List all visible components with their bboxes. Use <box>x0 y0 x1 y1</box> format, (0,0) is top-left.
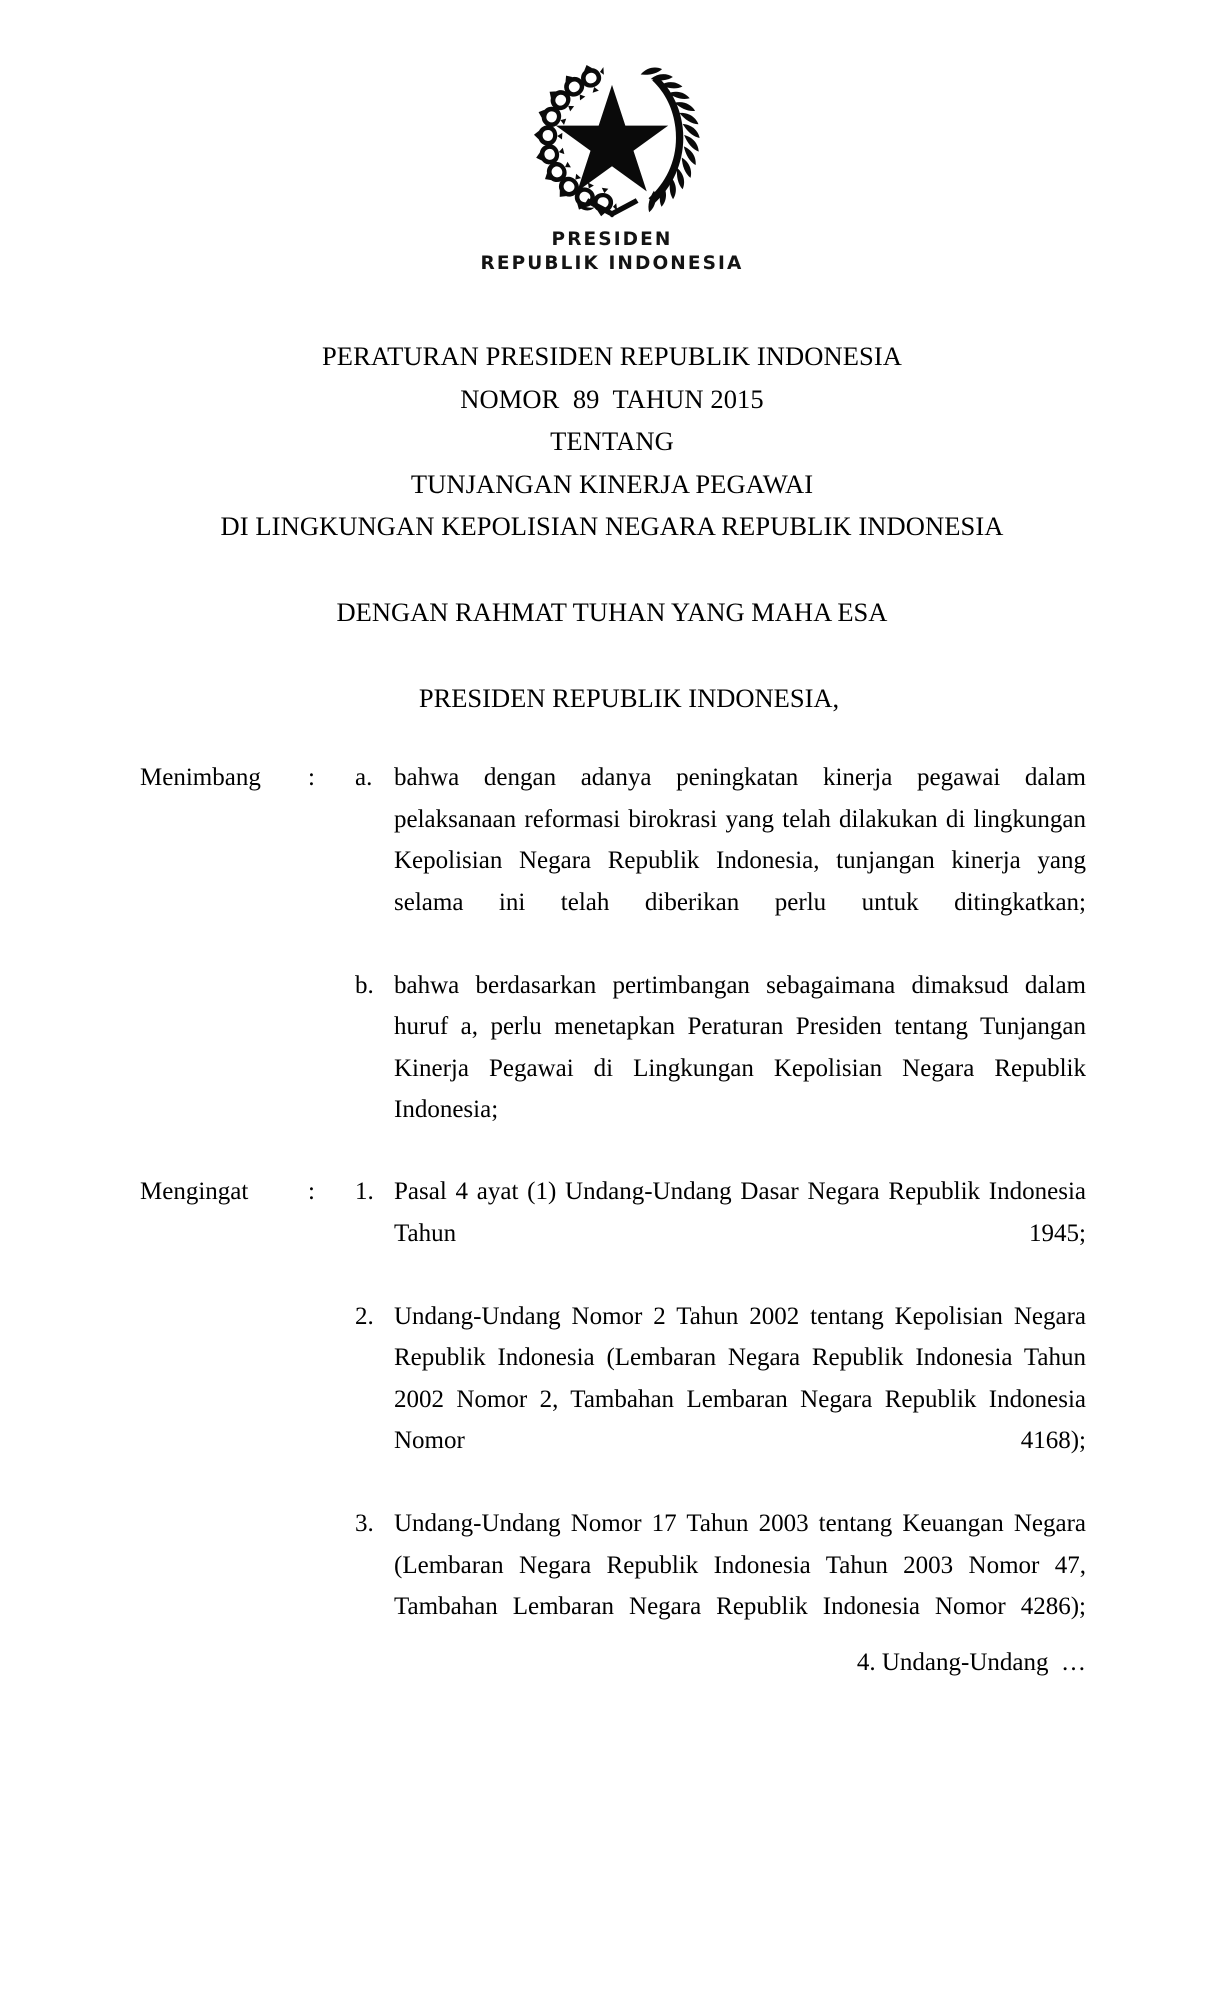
emblem-caption-line-1: PRESIDEN <box>551 229 673 250</box>
clause-row <box>140 1171 1086 1669</box>
title-line-number-year: NOMOR 89 TAHUN 2015 <box>460 383 764 414</box>
section-label-mengingat: Mengingat <box>140 1178 249 1205</box>
title-line-subject: TUNJANGAN KINERJA PEGAWAI <box>410 468 814 499</box>
emblem-caption-line-2: REPUBLIK INDONESIA <box>480 253 744 275</box>
section-colon-mengingat: : <box>308 1178 315 1205</box>
clause-item <box>355 1171 1086 1296</box>
presidential-emblem-block <box>0 52 1224 277</box>
clause-marker: 1. <box>355 1178 374 1205</box>
clause-text: Undang-Undang Nomor 17 Tahun 2003 tentang Keuangan Negara (Lembaran Negara Republik Indonesia Tahun 2003 Nomor 47, Tambahan Lembaran Negara Republik Indonesia Nomor 4286); <box>394 1510 1086 1620</box>
clause-marker: 3. <box>355 1510 374 1537</box>
invocation-line: DENGAN RAHMAT TUHAN YANG MAHA ESA <box>336 597 888 627</box>
section-colon-menimbang: : <box>308 764 315 791</box>
indonesian-presidential-seal-icon <box>519 52 705 222</box>
title-line-tentang: TENTANG <box>550 426 674 456</box>
clause-text: Undang-Undang Nomor 2 Tahun 2002 tentang Kepolisian Negara Republik Indonesia (Lembaran Negara Republik Indonesia Tahun 2002 Nomor 2, Tambahan Lembaran Negara Republik Indonesia Nomor 4168); <box>394 1302 1086 1454</box>
emblem-caption <box>0 228 1224 277</box>
title-line-scope: DI LINGKUNGAN KEPOLISIAN NEGARA REPUBLIK INDONESIA <box>220 511 1004 541</box>
clause-item <box>355 965 1086 1173</box>
page-title <box>0 335 1224 548</box>
clause-text: Pasal 4 ayat (1) Undang-Undang Dasar Negara Republik Indonesia Tahun 1945; <box>394 1178 1086 1247</box>
clause-item <box>355 757 1086 965</box>
clause-row <box>140 757 1086 1172</box>
clause-text: bahwa berdasarkan pertimbangan sebagaimana dimaksud dalam huruf a, perlu menetapkan Peraturan Presiden tentang Tunjangan Kinerja Pegawai di Lingkungan Kepolisian Negara Republik Indonesia; <box>394 971 1086 1123</box>
clause-item <box>355 1296 1086 1504</box>
section-label-menimbang: Menimbang <box>140 764 261 791</box>
clause-marker: 2. <box>355 1302 374 1330</box>
section-menimbang <box>140 757 1086 1172</box>
section-mengingat <box>140 1171 1086 1669</box>
clause-marker: b. <box>355 971 374 999</box>
issuer-line: PRESIDEN REPUBLIK INDONESIA, <box>418 683 840 713</box>
page-continuation-marker: 4. Undang-Undang … <box>856 1649 1086 1676</box>
clause-items-menimbang <box>355 757 1086 1172</box>
clause-items-mengingat <box>355 1171 1086 1669</box>
clause-text: bahwa dengan adanya peningkatan kinerja pegawai dalam pelaksanaan reformasi birokrasi yang telah dilakukan di lingkungan Kepolisian Negara Republik Indonesia, tunjangan kinerja yang selama ini telah diberikan perlu untuk ditingkatkan; <box>394 764 1086 916</box>
title-line-regulation-type: PERATURAN PRESIDEN REPUBLIK INDONESIA <box>321 341 903 371</box>
clause-marker: a. <box>355 764 373 791</box>
